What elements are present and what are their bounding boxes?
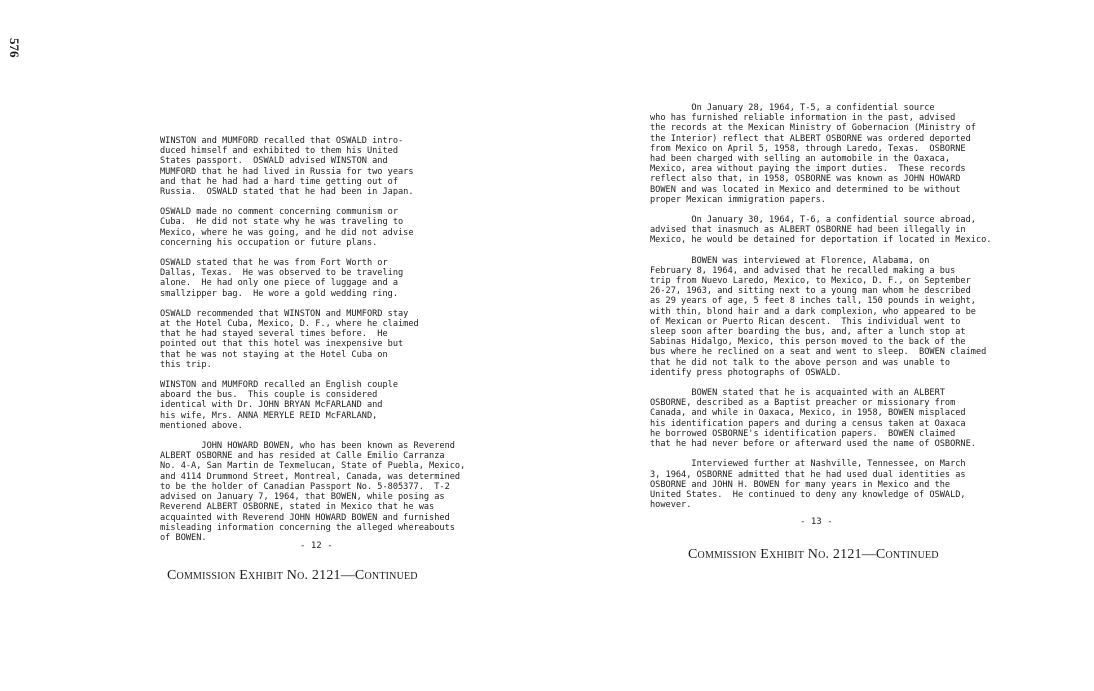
paragraph: OSWALD recommended that WINSTON and MUMFORD stay at the Hotel Cuba, Mexico, D. F., where he claimed that he had stayed several times before. He pointed out that this hotel was inexpensive but that he was not staying at the Hotel Cuba on this trip.: [160, 308, 419, 370]
paragraph: OSWALD stated that he was from Fort Worth or Dallas, Texas. He was observed to be traveling alone. He had only one piece of luggage and a smallzipper bag. He wore a gold wedding ring.: [160, 258, 404, 299]
paragraph: BOWEN stated that he is acquainted with an ALBERT OSBORNE, described as a Baptist preacher or missionary from Canada, and while in Oaxaca, Mexico, in 1958, BOWEN misplaced his identification papers and during a census taken at Oaxaca he borrowed OSBORNE's identification papers. BOWEN claimed that he had never before or afterward used the name of OSBORNE.: [650, 388, 976, 450]
paragraph: OSWALD made no comment concerning communism or Cuba. He did not state why he was traveling to Mexico, where he was going, and he did not advise concerning his occupation or future plans.: [160, 207, 414, 248]
right-page-text: [650, 103, 1030, 520]
left-page-number: - 12 -: [300, 541, 333, 551]
margin-page-number: 576: [7, 38, 22, 58]
left-page-footer: Commission Exhibit No. 2121—Continued: [167, 568, 418, 583]
paragraph: BOWEN was interviewed at Florence, Alabama, on February 8, 1964, and advised that he recalled making a bus trip from Nuevo Laredo, Mexico, to Mexico, D. F., on September 26-27, 1963, and sitting next to a young man whom he described as 29 years of age, 5 feet 8 inches tall, 150 pounds in weight, with thin, blond hair and a dark complexion, who appeared to be of Mexican or Puerto Rican descent. This individual went to sleep soon after boarding the bus, and, after a lunch stop at Sabinas Hidalgo, Mexico, this person moved to the back of the bus where he reclined on a seat and went to sleep. BOWEN claimed that he did not talk to the above person and was unable to identify press photographs of OSWALD.: [650, 255, 987, 378]
right-page-number: - 13 -: [800, 517, 833, 527]
left-page-text: [160, 136, 510, 553]
right-page-footer: Commission Exhibit No. 2121—Continued: [688, 547, 939, 562]
paragraph: On January 28, 1964, T-5, a confidential source who has furnished reliable information in the past, advised the records at the Mexican Ministry of Gobernacion (Ministry of the Interior) reflect that ALBERT OSBORNE was ordered deported from Mexico on April 5, 1958, through Laredo, Texas. OSBORNE had been charged with selling an automobile in the Oaxaca, Mexico, area without paying the import duties. These records reflect also that, in 1958, OSBORNE was known as JOHN HOWARD BOWEN and was located in Mexico and determined to be without proper Mexican immigration papers.: [650, 103, 976, 205]
paragraph: On January 30, 1964, T-6, a confidential source abroad, advised that inasmuch as ALBERT OSBORNE had been illegally in Mexico, he would be detained for deportation if located in Mexico.: [650, 215, 992, 246]
paragraph: JOHN HOWARD BOWEN, who has been known as Reverend ALBERT OSBORNE and has resided at Calle Emilio Carranza No. 4-A, San Martin de Texmelucan, State of Puebla, Mexico, and 4114 Drummond Street, Montreal, Canada, was determined to be the holder of Canadian Passport No. 5-805377. T-2 advised on January 7, 1964, that BOWEN, while posing as Reverend ALBERT OSBORNE, stated in Mexico that he was acquainted with Reverend JOHN HOWARD BOWEN and furnished misleading information concerning the alleged whereabouts of BOWEN.: [160, 441, 466, 543]
paragraph: Interviewed further at Nashville, Tennessee, on March 3, 1964, OSBORNE admitted that he had used dual identities as OSBORNE and JOHN H. BOWEN for many years in Mexico and the United States. He continued to deny any knowledge of OSWALD, however.: [650, 459, 966, 511]
paragraph: WINSTON and MUMFORD recalled that OSWALD intro- duced himself and exhibited to them his United States passport. OSWALD advised WINSTON and MUMFORD that he had lived in Russia for two years and that he had had a hard time getting out of Russia. OSWALD stated that he had been in Japan.: [160, 136, 414, 198]
paragraph: WINSTON and MUMFORD recalled an English couple aboard the bus. This couple is considered identical with Dr. JOHN BRYAN McFARLAND and his wife, Mrs. ANNA MERYLE REID McFARLAND, mentioned above.: [160, 380, 398, 431]
